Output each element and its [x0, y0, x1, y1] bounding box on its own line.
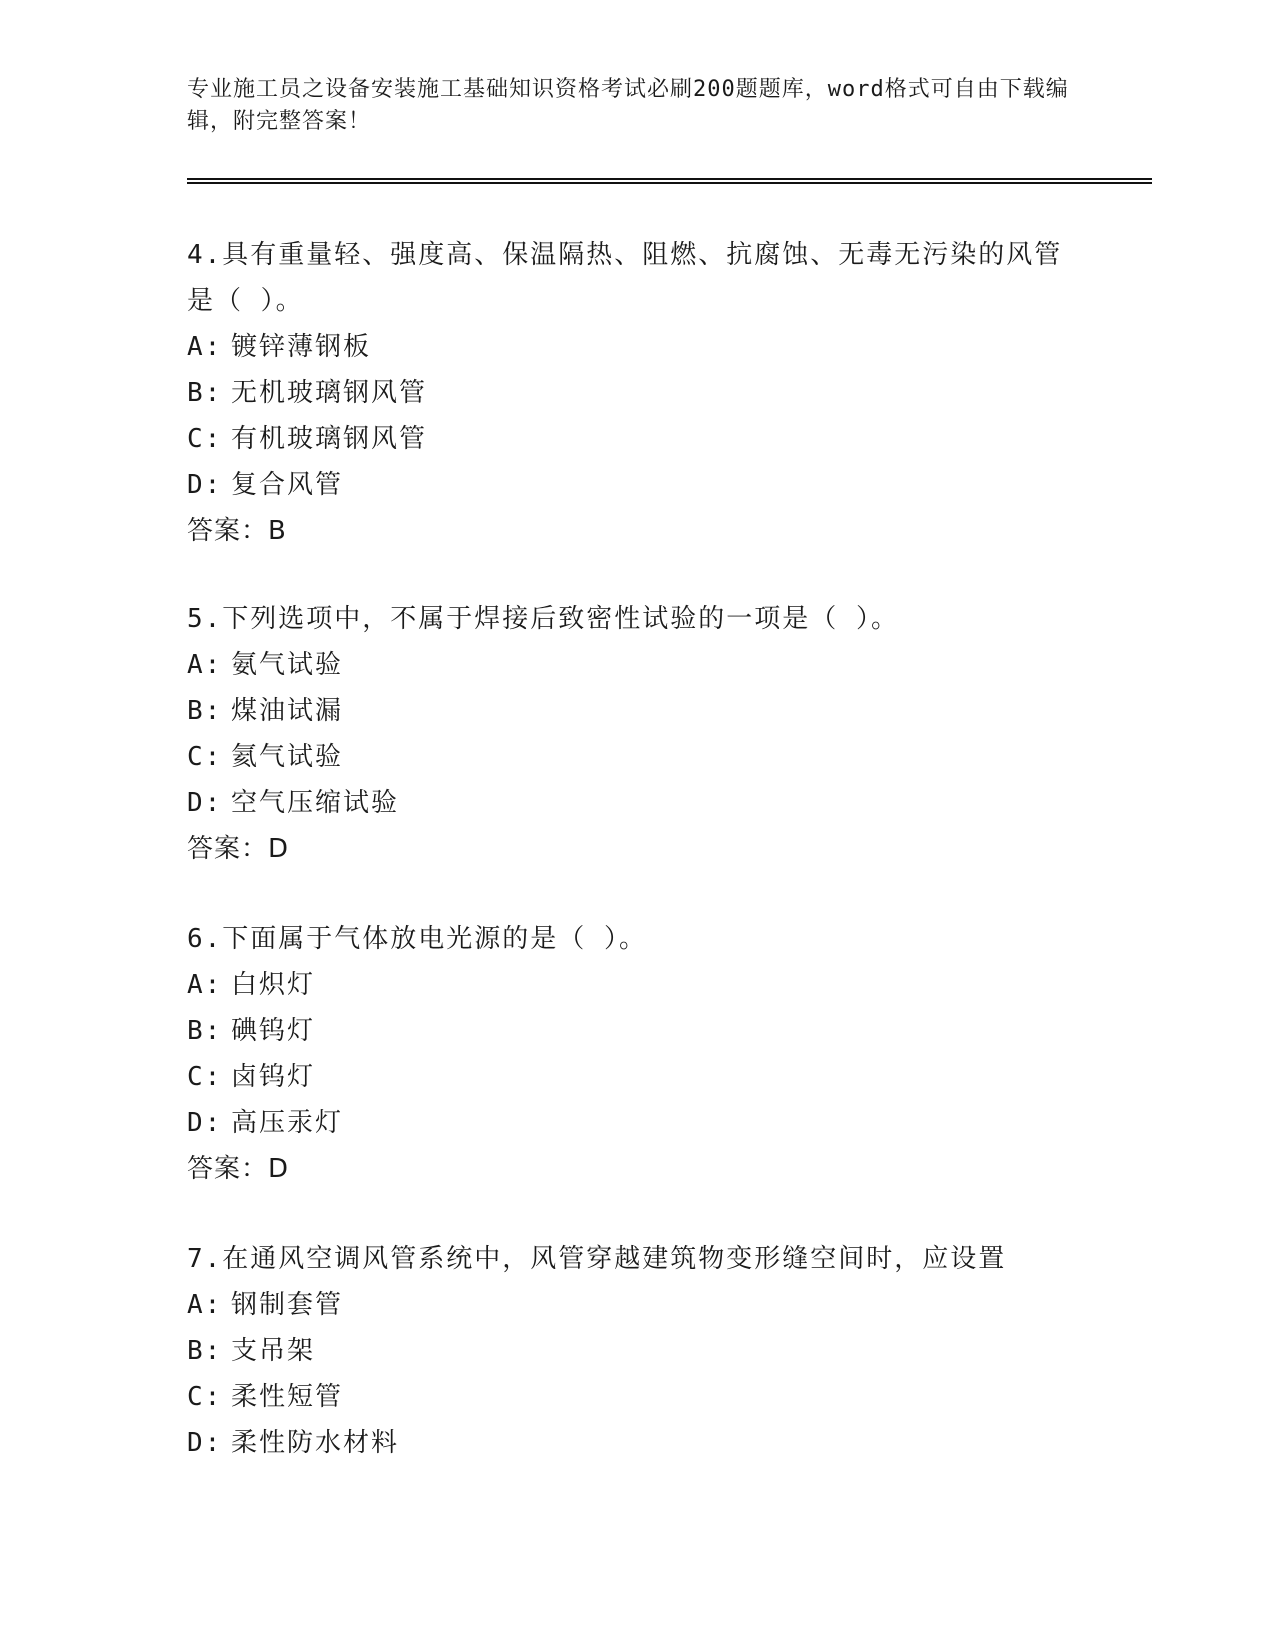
question-4: [187, 232, 1077, 554]
option-letter: B:: [187, 696, 223, 726]
option-d: [187, 1100, 1077, 1146]
option-d: [187, 780, 1077, 826]
answer-line: 答案：B: [187, 516, 287, 546]
option-text: 煤油试漏: [231, 696, 344, 726]
option-text: 空气压缩试验: [231, 788, 400, 818]
option-a: [187, 962, 1077, 1008]
option-c: [187, 1374, 1077, 1420]
option-letter: B:: [187, 1016, 223, 1046]
option-text: 有机玻璃钢风管: [231, 424, 428, 454]
question-stem: 6.下面属于气体放电光源的是（ ）。: [187, 924, 647, 954]
question-stem: 7.在通风空调风管系统中，风管穿越建筑物变形缝空间时，应设置: [187, 1244, 1007, 1274]
option-text: 氨气试验: [231, 650, 344, 680]
option-text: 钢制套管: [231, 1290, 344, 1320]
option-letter: D:: [187, 788, 223, 818]
question-6: [187, 916, 1077, 1192]
option-text: 氦气试验: [231, 742, 344, 772]
document-header-title: 专业施工员之设备安装施工基础知识资格考试必刷200题题库，word格式可自由下载编辑，附完整答案！: [187, 77, 1069, 134]
option-letter: C:: [187, 1382, 223, 1412]
option-letter: A:: [187, 970, 223, 1000]
question-stem: 4.具有重量轻、强度高、保温隔热、阻燃、抗腐蚀、无毒无污染的风管是（ ）。: [187, 240, 1063, 316]
option-text: 柔性短管: [231, 1382, 344, 1412]
option-letter: A:: [187, 1290, 223, 1320]
option-d: [187, 462, 1077, 508]
option-b: [187, 1328, 1077, 1374]
option-text: 碘钨灯: [231, 1016, 316, 1046]
option-text: 镀锌薄钢板: [231, 332, 372, 362]
option-text: 支吊架: [231, 1336, 316, 1366]
option-c: [187, 1054, 1077, 1100]
option-letter: D:: [187, 1428, 223, 1458]
question-stem: 5.下列选项中，不属于焊接后致密性试验的一项是（ ）。: [187, 604, 899, 634]
option-b: [187, 1008, 1077, 1054]
option-letter: C:: [187, 424, 223, 454]
option-a: [187, 324, 1077, 370]
answer-line: 答案：D: [187, 1154, 290, 1184]
option-letter: B:: [187, 1336, 223, 1366]
option-text: 无机玻璃钢风管: [231, 378, 428, 408]
option-letter: C:: [187, 742, 223, 772]
option-text: 白炽灯: [231, 970, 316, 1000]
option-c: [187, 734, 1077, 780]
option-b: [187, 688, 1077, 734]
option-a: [187, 642, 1077, 688]
header-double-rule: [187, 178, 1152, 184]
option-c: [187, 416, 1077, 462]
question-7: [187, 1236, 1077, 1466]
option-d: [187, 1420, 1077, 1466]
option-text: 卤钨灯: [231, 1062, 316, 1092]
option-letter: D:: [187, 470, 223, 500]
option-letter: B:: [187, 378, 223, 408]
question-5: [187, 596, 1077, 872]
option-letter: A:: [187, 332, 223, 362]
option-text: 复合风管: [231, 470, 344, 500]
option-letter: A:: [187, 650, 223, 680]
option-text: 高压汞灯: [231, 1108, 344, 1138]
answer-line: 答案：D: [187, 834, 290, 864]
option-b: [187, 370, 1077, 416]
option-a: [187, 1282, 1077, 1328]
option-text: 柔性防水材料: [231, 1428, 400, 1458]
option-letter: D:: [187, 1108, 223, 1138]
option-letter: C:: [187, 1062, 223, 1092]
